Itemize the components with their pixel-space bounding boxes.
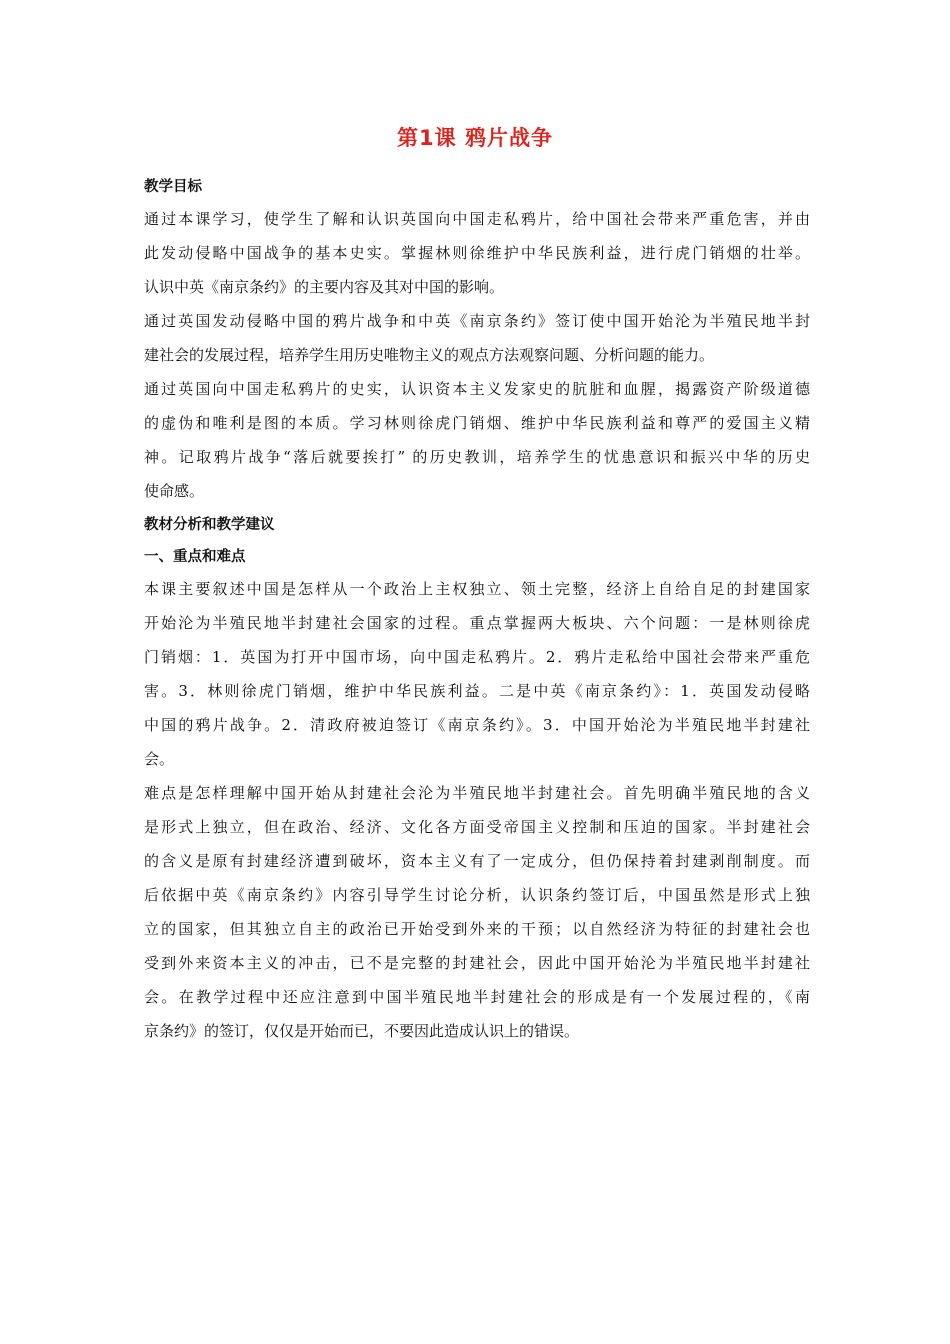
text-line: 是形式上独立，但在政治、经济、文化各方面受帝国主义控制和压迫的国家。半封建社会 bbox=[144, 818, 810, 836]
text-line: 开始沦为半殖民地半封建社会国家的过程。重点掌握两大板块、六个问题：一是林则徐虎 bbox=[144, 614, 810, 632]
text-line: 神。记取鸦片战争“落后就要挨打” 的历史教训，培养学生的忧患意识和振兴中华的历史 bbox=[144, 448, 810, 466]
sub-heading-focus: 一、重点和难点 bbox=[144, 549, 246, 565]
text-line: 难点是怎样理解中国开始从封建社会沦为半殖民地半封建社会。首先明确半殖民地的含义 bbox=[144, 784, 810, 802]
text-line: 此发动侵略中国战争的基本史实。掌握林则徐维护中华民族利益，进行虎门销烟的壮举。 bbox=[144, 244, 810, 262]
document-body bbox=[144, 175, 810, 1043]
focus-paragraph bbox=[144, 577, 810, 771]
text-line: 门销烟：1．英国为打开中国市场，向中国走私鸦片。2．鸦片走私给中国社会带来严重危 bbox=[144, 648, 810, 666]
difficulty-paragraph bbox=[144, 781, 810, 1043]
text-line: 立的国家，但其独立自主的政治已开始受到外来的干预；以自然经济为特征的封建社会也 bbox=[144, 920, 810, 938]
text-line: 建社会的发展过程，培养学生用历史唯物主义的观点方法观察问题、分析问题的能力。 bbox=[144, 346, 715, 364]
text-line: 受到外来资本主义的冲击，已不是完整的封建社会，因此中国开始沦为半殖民地半封建社 bbox=[144, 954, 810, 972]
text-line: 中国的鸦片战争。2．清政府被迫签订《南京条约》。3．中国开始沦为半殖民地半封建社 bbox=[144, 716, 810, 734]
text-line: 京条约》的签订，仅仅是开始而已，不要因此造成认识上的错误。 bbox=[144, 1022, 580, 1040]
text-line: 后依据中英《南京条约》内容引导学生讨论分析，认识条约签订后，中国虽然是形式上独 bbox=[144, 886, 810, 904]
text-line: 本课主要叙述中国是怎样从一个政治上主权独立、领土完整，经济上自给自足的封建国家 bbox=[144, 580, 810, 598]
text-line: 的虚伪和唯利是图的本质。学习林则徐虎门销烟、维护中华民族利益和尊严的爱国主义精 bbox=[144, 414, 810, 432]
section-heading-goals: 教学目标 bbox=[144, 179, 202, 195]
text-line: 通过本课学习，使学生了解和认识英国向中国走私鸦片，给中国社会带来严重危害，并由 bbox=[144, 210, 810, 228]
text-line: 害。3．林则徐虎门销烟，维护中华民族利益。二是中英《南京条约》：1．英国发动侵略 bbox=[144, 682, 810, 700]
text-line: 认识中英《南京条约》的主要内容及其对中国的影响。 bbox=[144, 278, 505, 296]
page-title: 第1课 鸦片战争 bbox=[397, 126, 553, 150]
text-line: 使命感。 bbox=[144, 482, 205, 500]
goals-paragraphs bbox=[144, 207, 810, 503]
text-line: 会。在教学过程中还应注意到中国半殖民地半封建社会的形成是有一个发展过程的，《南 bbox=[144, 988, 810, 1006]
text-line: 通过英国向中国走私鸦片的史实，认识资本主义发家史的肮脏和血腥，揭露资产阶级道德 bbox=[144, 380, 810, 398]
text-line: 会。 bbox=[144, 750, 175, 768]
text-line: 通过英国发动侵略中国的鸦片战争和中英《南京条约》签订使中国开始沦为半殖民地半封 bbox=[144, 312, 810, 330]
section-heading-analysis: 教材分析和教学建议 bbox=[144, 517, 275, 533]
text-line: 的含义是原有封建经济遭到破坏，资本主义有了一定成分，但仍保持着封建剥削制度。而 bbox=[144, 852, 810, 870]
